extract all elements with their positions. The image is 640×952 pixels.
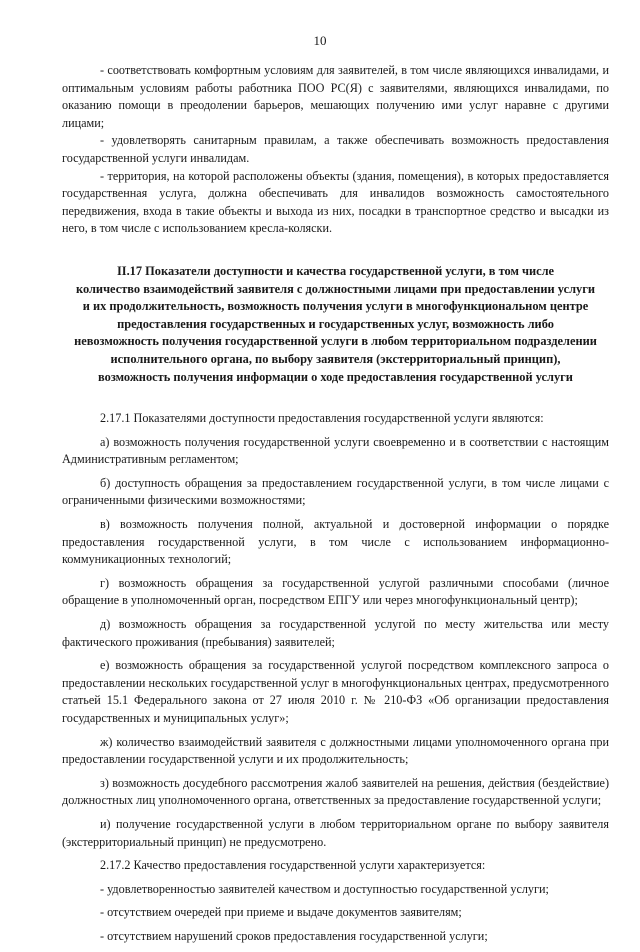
quality-item-3: - отсутствием нарушений сроков предоставления государственной услуги; — [100, 928, 488, 943]
section-heading — [62, 263, 609, 386]
intro-item-2: - удовлетворять санитарным правилам, а также обеспечивать возможность предоставления государственной услуги инвалидам. — [62, 133, 609, 165]
heading-line-6: исполнительного органа, по выбору заявителя (экстерриториальный принцип), — [110, 351, 561, 366]
intro-item-3: - территория, на которой расположены объекты (здания, помещения), в которых предоставляется государственная услуга, должна обеспечивать для инвалидов возможность самостоятельного передвижения, входа в такие объекты и выхода из них, посадки в транспортное средство и высадки из него, в том числе с использованием кресла-коляски. — [62, 168, 609, 236]
list-item-g: г) возможность обращения за государственной услугой различными способами (личное обращение в уполномоченный орган, посредством ЕПГУ или через многофункциональный центр); — [62, 575, 609, 608]
section-paragraph-2-17-1: 2.17.1 Показателями доступности предоставления государственной услуги являются: — [100, 411, 544, 426]
list-item-v: в) возможность получения полной, актуальной и достоверной информации о порядке предоставления государственной услуги, в том числе с использованием информационно-коммуникационных технологий; — [62, 517, 609, 567]
page-content — [62, 62, 609, 952]
heading-line-4: предоставления государственных и государственных услуг, возможность либо — [117, 316, 554, 331]
list-item-i: и) получение государственной услуги в любом территориальном органе по выбору заявителя (экстерриториальный принцип) не предусмотрено. — [62, 816, 609, 849]
quality-item-2: - отсутствием очередей при приеме и выдаче документов заявителям; — [100, 905, 462, 920]
list-item-z: з) возможность досудебного рассмотрения жалоб заявителей на решения, действия (бездействие) должностных лиц уполномоченного органа, ответственных за предоставление государственной услуги; — [62, 775, 609, 808]
section-paragraph-2-17-2: 2.17.2 Качество предоставления государственной услуги характеризуется: — [100, 858, 486, 873]
heading-line-5: невозможность получения государственной услуги в любом территориальном подразделении — [74, 334, 597, 349]
page-number: 10 — [313, 33, 327, 48]
quality-item-1: - удовлетворенностью заявителей качеством и доступностью государственной услуги; — [100, 881, 549, 896]
heading-line-7: возможность получения информации о ходе предоставления государственной услуги — [98, 369, 573, 384]
heading-line-1: II.17 Показатели доступности и качества государственной услуги, в том числе — [116, 263, 555, 278]
list-item-a: а) возможность получения государственной услуги своевременно и в соответствии с настоящим Административным регламентом; — [62, 434, 609, 467]
list-item-e: е) возможность обращения за государственной услугой посредством комплексного запроса о предоставлении нескольких государственной услуг в многофункциональных центрах, предусмотренного статьей 15.1 Федерального закона от 27 июля 2010 г. № 210-ФЗ «Об организации предоставления государственных и муниципальных услуг»; — [62, 658, 609, 725]
list-item-d: д) возможность обращения за государственной услугой по месту жительства или месту фактического проживания (пребывания) заявителей; — [62, 617, 609, 649]
list-item-b: б) доступность обращения за предоставлением государственной услуги, в том числе лицами с ограниченными физическими возможностями; — [62, 475, 609, 508]
heading-line-3: и их продолжительность, возможность получения услуги в многофункциональном центре — [82, 299, 589, 314]
list-item-zh: ж) количество взаимодействий заявителя с должностными лицами уполномоченного органа при предоставлении государственной услуги и их продолжительность; — [62, 734, 609, 767]
heading-line-2: количество взаимодействий заявителя с должностными лицами при предоставлении услуги — [75, 281, 596, 296]
intro-item-1: - соответствовать комфортным условиям для заявителей, в том числе являющихся инвалидами, и оптимальным условиям работы работника ПОО РС(Я) с заявителями, являющихся инвалидами, по оказанию помощи в преодолении барьеров, мешающих получению ими услуг наравне с другими лицами; — [62, 63, 609, 130]
